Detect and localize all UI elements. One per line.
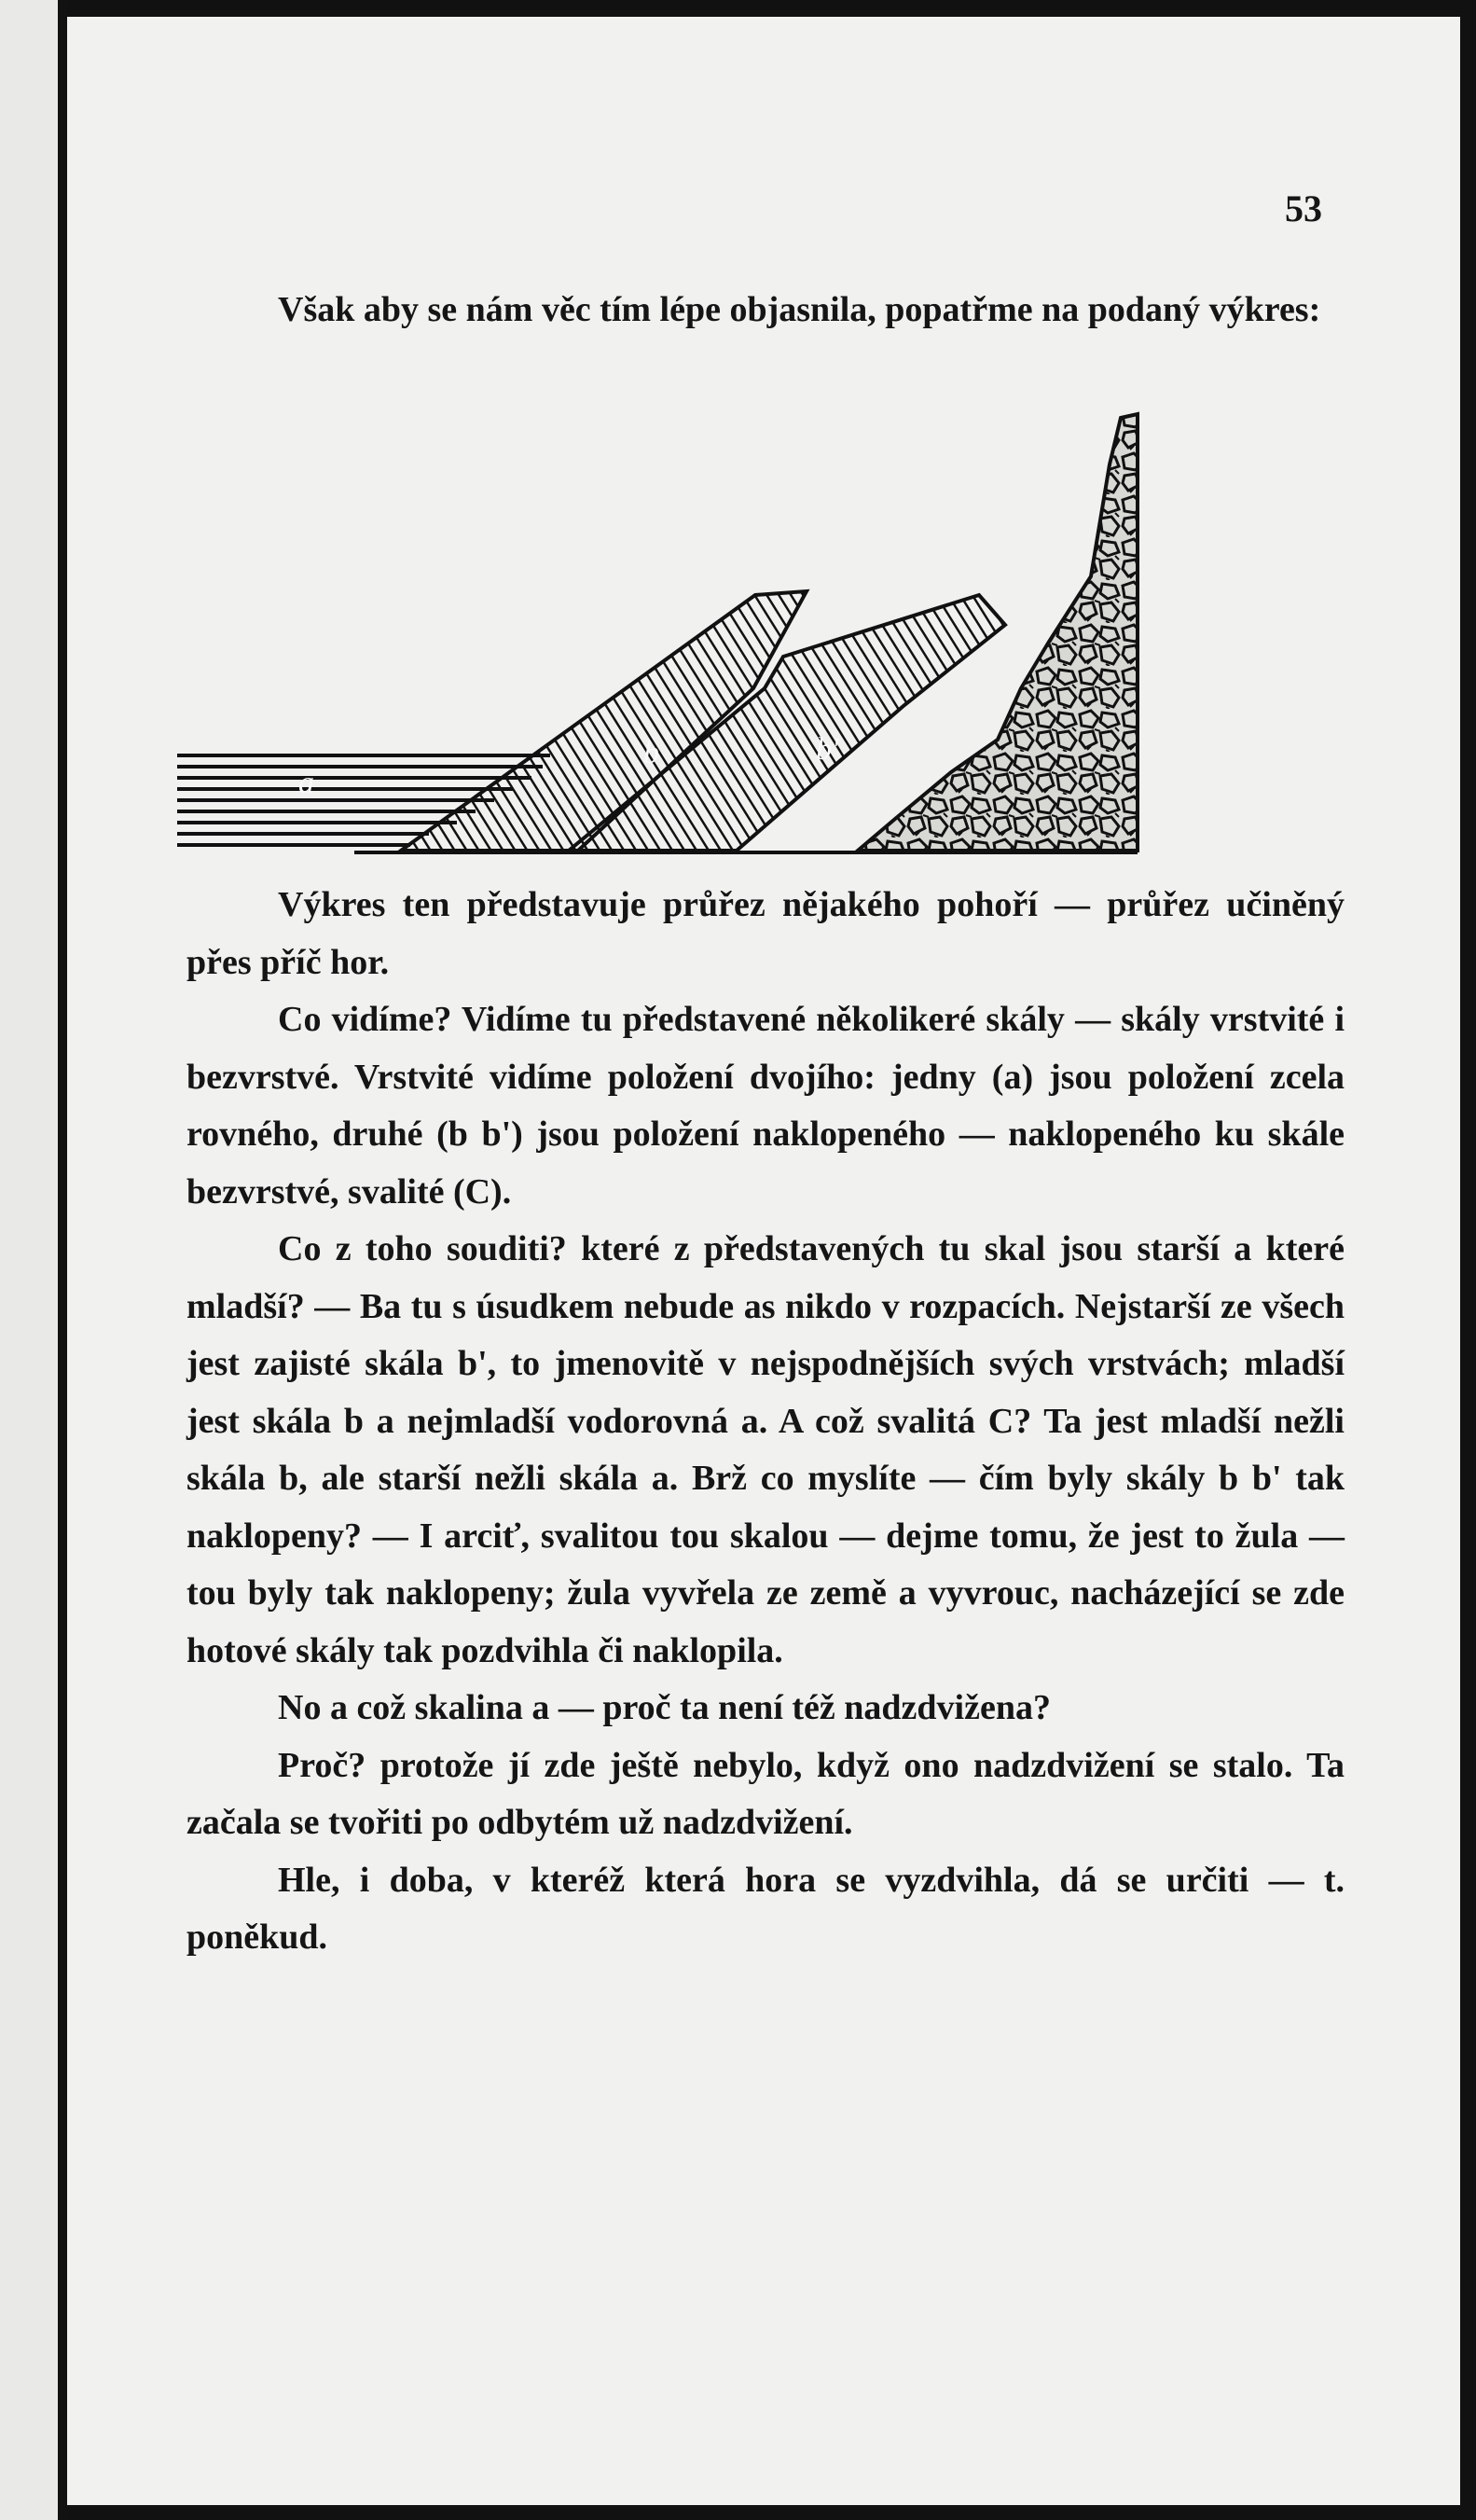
paragraph-6: Hle, i doba, v kteréž která hora se vyzdvihla, dá se určiti — t. poněkud. <box>186 1860 1345 1957</box>
figure-label-b: b <box>643 736 659 770</box>
figure-label-b-prime: b' <box>816 732 839 767</box>
page-number: 53 <box>1285 187 1322 229</box>
mountain-cross-section-figure <box>177 408 1333 856</box>
paragraph-1: Výkres ten představuje průřez nějakého pohoří — průřez učiněný přes příč hor. <box>186 885 1345 982</box>
body-text <box>186 877 1345 1967</box>
paragraph-4: No a což skalina a — proč ta není též nadzdvižena? <box>278 1688 1051 1727</box>
paragraph-3: Co z toho souditi? které z představených tu skal jsou starší a které mladší? — Ba tu s úsudkem nebude as nikdo v rozpacích. Nejstarší ze všech jest zajisté skála b', to jmenovitě v nejspodnějších svých vrstvách; mladší jest skála b a nejmladší vodorovná a. A což svalitá C? Ta jest mladší nežli skála b, ale starší nežli skála a. Brž co myslíte — čím byly skály b b' tak naklopeny? — I arciť, svalitou tou skalou — dejme tomu, že jest to žula — tou byly tak naklopeny; žula vyvřela ze země a vyvrouc, nacházející se zde hotové skály tak pozdvihla či naklopila. <box>186 1229 1345 1670</box>
figure-label-a: a <box>298 766 314 800</box>
intro-paragraph <box>186 280 1345 339</box>
left-page-edge <box>0 0 67 2520</box>
paragraph-2: Co vidíme? Vidíme tu představené několikeré skály — skály vrstvité i bezvrstvé. Vrstvité vidíme položení dvojího: jedny (a) jsou položení zcela rovného, druhé (b b') jsou položení naklopeného — naklopeného ku skále bezvrstvé, svalité (C). <box>186 1000 1345 1212</box>
cross-section-drawing <box>177 408 1333 856</box>
paragraph-5: Proč? protože jí zde ještě nebylo, když ono nadzdvižení se stalo. Ta začala se tvořiti po odbytém už nadzdvižení. <box>186 1745 1345 1842</box>
intro-text: Však aby se nám věc tím lépe objasnila, popatřme na podaný výkres: <box>278 290 1321 329</box>
